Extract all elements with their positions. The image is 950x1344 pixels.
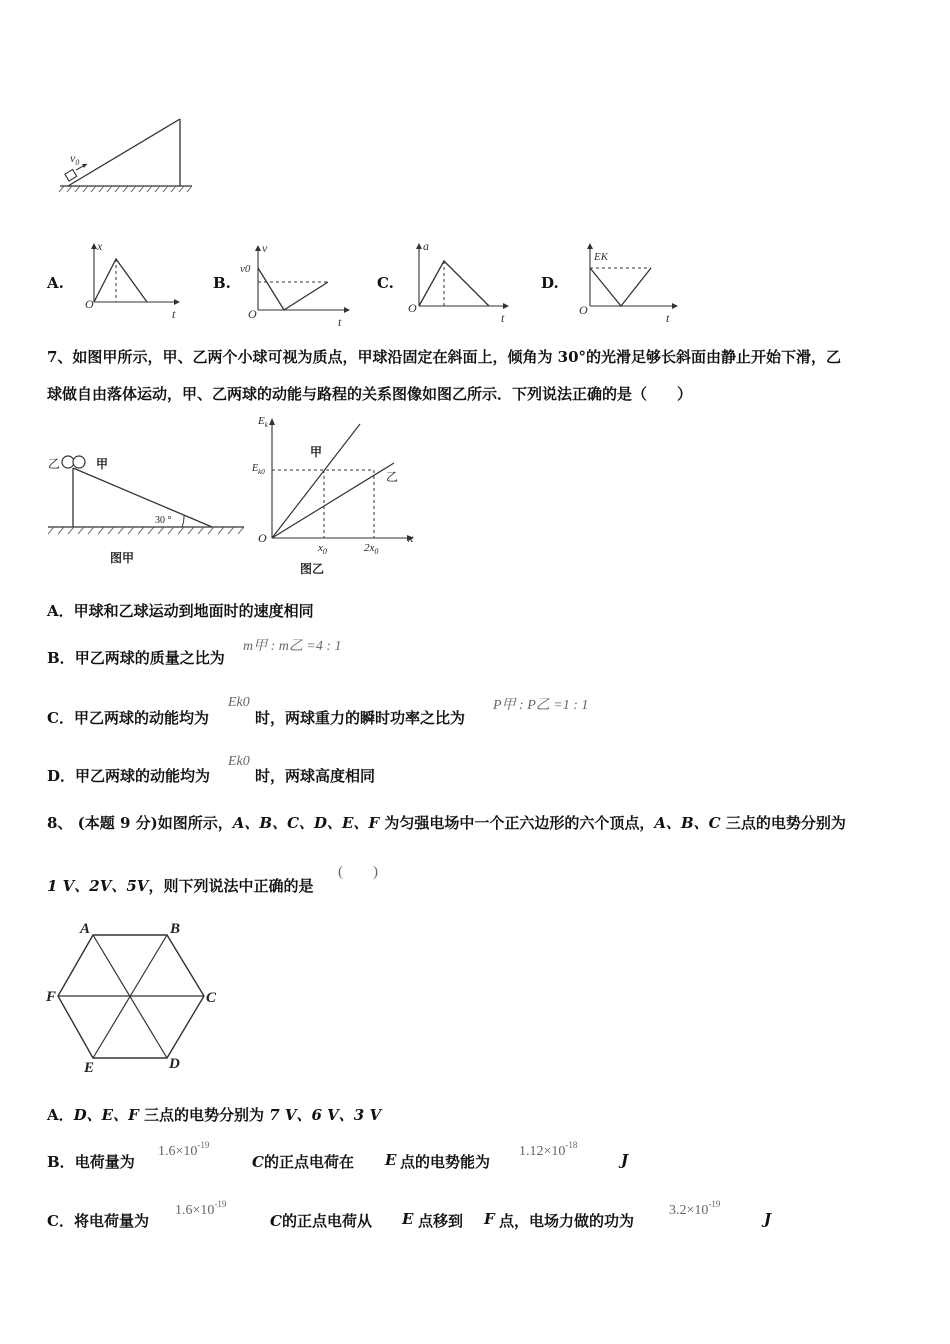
- option-c-letter: C.: [377, 274, 394, 292]
- q7-stem-line2: 球做自由落体运动，甲、乙两球的动能与路程的关系图像如图乙所示．下列说法正确的是（ ）: [47, 385, 693, 403]
- axis-x-label: x: [408, 531, 414, 545]
- incline-figure: [50, 110, 200, 195]
- v0-tick-label: v0: [240, 263, 251, 275]
- vertex-a-label: A: [80, 921, 91, 937]
- q8-option-b-part3: 点的电势能为: [400, 1153, 491, 1171]
- figure-yi: [252, 412, 427, 582]
- vertex-d-label: D: [169, 1056, 180, 1072]
- graph-a-t: [403, 238, 518, 328]
- q8-option-b-point-e: E: [385, 1151, 397, 1169]
- axis-a-label: a: [423, 239, 429, 253]
- graph-v-t: [238, 238, 363, 328]
- q7-option-b: B．甲乙两球的质量之比为: [47, 649, 225, 667]
- figure-jia-caption: 图甲: [110, 551, 135, 565]
- q8-option-b-unit: J: [621, 1151, 629, 1169]
- q8-option-c-charge: $1.6\times 10^{-19}$: [175, 1199, 227, 1218]
- 2x0-tick-label: $2x_0$: [364, 542, 379, 556]
- angle-label: 30 °: [155, 515, 172, 526]
- axis-v-label: v: [262, 241, 268, 255]
- q8-option-c-part2: C的正点电荷从: [270, 1212, 372, 1230]
- q8-option-c-work: $3.2\times 10^{-19}$: [669, 1199, 721, 1218]
- vertex-b-label: B: [170, 921, 181, 937]
- q7-option-b-ratio: m甲 : m乙 =4 : 1: [243, 639, 342, 654]
- vertex-f-label: F: [46, 989, 57, 1005]
- q8-stem-line1: 8、 (本题 9 分)如图所示，A、B、C、D、E、F 为匀强电场中一个正六边形的六个顶点，A、B、C 三点的电势分别为: [47, 814, 846, 832]
- q8-option-c-part3: 点移到: [418, 1212, 464, 1230]
- axis-x-label: x: [97, 239, 103, 253]
- q8-option-c-point-f: F: [484, 1210, 495, 1228]
- axis-ek-label: EK: [594, 251, 609, 263]
- graph-x-t: [80, 238, 185, 323]
- q7-option-c-part1: C．甲乙两球的动能均为: [47, 709, 209, 727]
- origin-label: O: [85, 297, 94, 311]
- hexagon-figure: [44, 915, 224, 1077]
- graph-ek-t: [572, 238, 687, 328]
- q7-option-c-ek0: Ek0: [228, 695, 250, 710]
- option-d-letter: D.: [541, 274, 559, 292]
- q8-option-b-charge: $1.6\times 10^{-19}$: [158, 1140, 210, 1159]
- q7-option-a: A．甲球和乙球运动到地面时的速度相同: [47, 602, 314, 620]
- axis-ek-label: $E_k$: [258, 415, 268, 429]
- q8-option-c-unit: J: [764, 1210, 772, 1228]
- q8-option-a: A．D、E、F 三点的电势分别为 7 V、6 V、3 V: [47, 1106, 382, 1124]
- line-yi-label: 乙: [386, 470, 399, 484]
- figure-jia: [44, 446, 249, 571]
- vertex-e-label: E: [84, 1060, 95, 1076]
- origin-label: O: [579, 303, 588, 317]
- line-jia-label: 甲: [310, 445, 323, 459]
- v0-label: $v_0$: [70, 151, 80, 167]
- origin-label: O: [248, 307, 257, 321]
- ek0-tick-label: $E_{k0}$: [252, 463, 265, 476]
- q8-option-c-point-e: E: [402, 1210, 414, 1228]
- option-b-letter: B.: [213, 274, 231, 292]
- option-a-letter: A.: [47, 274, 64, 292]
- axis-t-label: t: [172, 307, 176, 321]
- q8-option-c-part1: C．将电荷量为: [47, 1212, 149, 1230]
- q7-stem-line1: 7、如图甲所示，甲、乙两个小球可视为质点，甲球沿固定在斜面上，倾角为 30°的光滑足够长斜面由静止开始下滑，乙: [47, 348, 842, 366]
- q7-option-d-part2: 时，两球高度相同: [255, 767, 376, 785]
- q8-option-c-part4: 点，电场力做的功为: [499, 1212, 635, 1230]
- ball-yi-label: 乙: [48, 457, 61, 471]
- q8-stem-line2: 1 V、2V、5V，则下列说法中正确的是: [47, 877, 314, 895]
- q7-option-d-part1: D．甲乙两球的动能均为: [47, 767, 211, 785]
- q8-answer-paren: ( ): [338, 864, 378, 880]
- vertex-c-label: C: [206, 990, 217, 1006]
- q8-option-b-energy: $1.12\times 10^{-18}$: [519, 1140, 578, 1159]
- q8-option-b-part1: B．电荷量为: [47, 1153, 135, 1171]
- origin-label: O: [258, 531, 267, 545]
- axis-t-label: t: [666, 311, 670, 325]
- origin-label: O: [408, 301, 417, 315]
- q7-option-c-power-ratio: P甲 : P乙 =1 : 1: [493, 698, 589, 713]
- figure-yi-caption: 图乙: [300, 562, 325, 576]
- x0-tick-label: $x_0$: [318, 542, 327, 556]
- q8-option-b-part2: C的正点电荷在: [252, 1153, 354, 1171]
- axis-t-label: t: [501, 311, 505, 325]
- axis-t-label: t: [338, 315, 342, 328]
- q7-option-d-ek0: Ek0: [228, 754, 250, 769]
- ball-jia-label: 甲: [96, 457, 109, 471]
- q7-option-c-part2: 时，两球重力的瞬时功率之比为: [255, 709, 466, 727]
